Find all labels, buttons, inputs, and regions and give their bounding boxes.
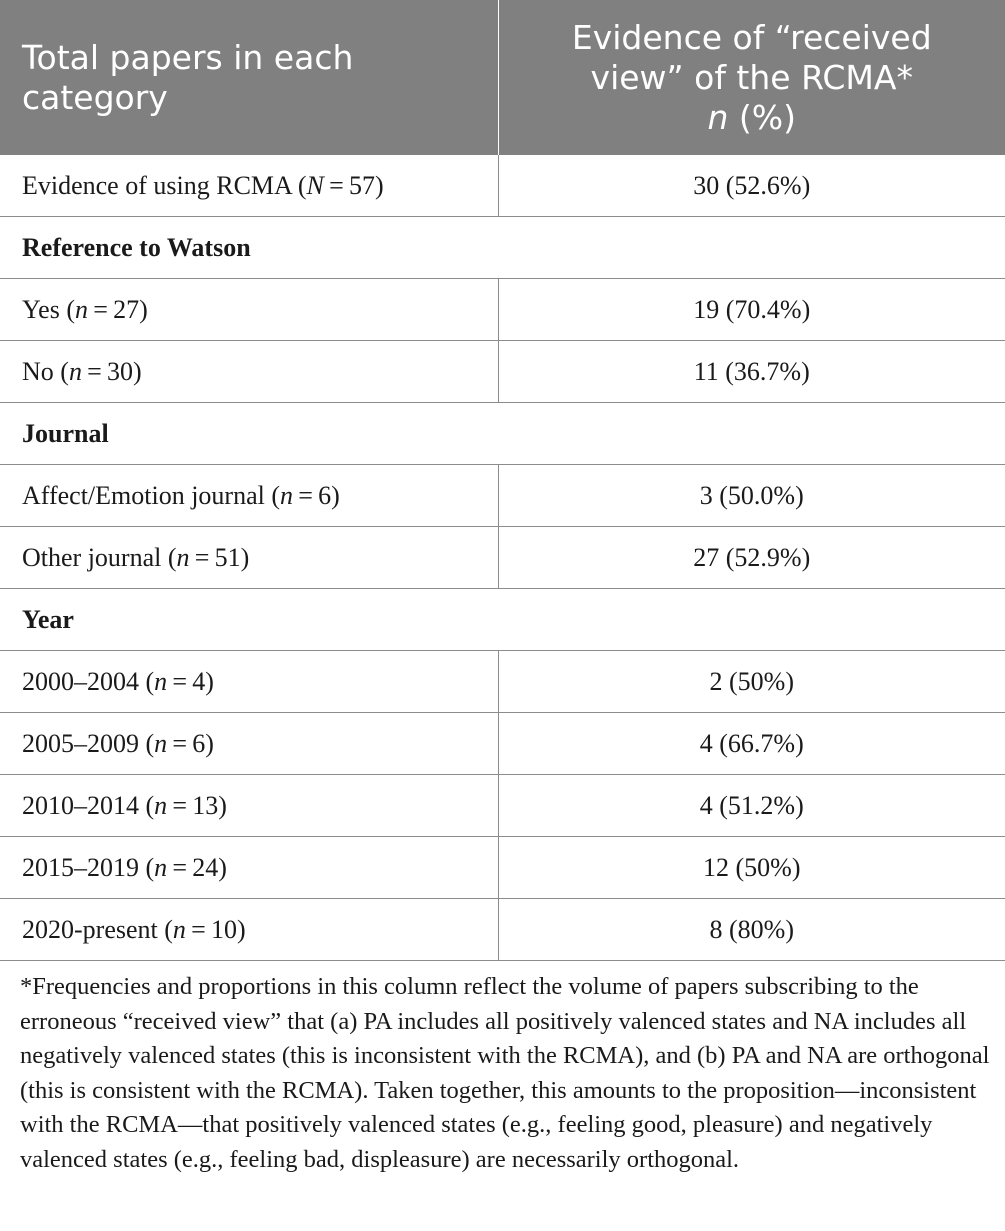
- row-category-text: No (: [22, 356, 69, 386]
- section-row: [0, 589, 1005, 651]
- table-row: [0, 155, 1005, 217]
- header-n-italic: n: [707, 97, 729, 137]
- row-evidence-value: 11 (36.7%): [498, 341, 1005, 403]
- row-category-text: 2000–2004 (: [22, 666, 155, 696]
- header-evidence-line2: [499, 98, 1005, 138]
- row-category-text: 2010–2014 (: [22, 790, 155, 820]
- row-category: [0, 465, 498, 527]
- row-sample-size: = 6): [293, 480, 340, 510]
- row-category: [0, 775, 498, 837]
- row-category-text: 2005–2009 (: [22, 728, 155, 758]
- row-category-text: Evidence of using RCMA (: [22, 170, 307, 200]
- row-evidence-value: 12 (50%): [498, 837, 1005, 899]
- row-evidence-value: 4 (66.7%): [498, 713, 1005, 775]
- row-category: [0, 899, 498, 961]
- table-row: [0, 279, 1005, 341]
- table-row: [0, 527, 1005, 589]
- row-sample-size: = 57): [323, 170, 384, 200]
- row-sample-var: n: [68, 356, 82, 386]
- section-label: Reference to Watson: [0, 217, 1005, 279]
- row-category-text: 2020-present (: [22, 914, 173, 944]
- row-category: [0, 341, 498, 403]
- header-percent: (%): [728, 97, 797, 137]
- section-label: Year: [0, 589, 1005, 651]
- table-row: [0, 775, 1005, 837]
- table-header: [0, 0, 1005, 155]
- row-evidence-value: 4 (51.2%): [498, 775, 1005, 837]
- table-row: [0, 465, 1005, 527]
- row-sample-size: = 24): [167, 852, 227, 882]
- header-evidence-received-view: [498, 0, 1005, 155]
- row-sample-size: = 10): [185, 914, 246, 944]
- table-row: [0, 341, 1005, 403]
- row-sample-var: n: [172, 914, 186, 944]
- section-label: Journal: [0, 403, 1005, 465]
- row-category: [0, 155, 498, 217]
- row-sample-size: = 30): [81, 356, 142, 386]
- table-row: [0, 899, 1005, 961]
- row-category-text: Other journal (: [22, 542, 177, 572]
- row-category: [0, 651, 498, 713]
- row-sample-var: n: [154, 728, 168, 758]
- row-sample-size: = 6): [167, 728, 214, 758]
- row-sample-size: = 13): [167, 790, 227, 820]
- row-sample-var: n: [75, 294, 88, 324]
- row-sample-var: n: [154, 790, 168, 820]
- row-category: [0, 713, 498, 775]
- row-category-text: Yes (: [22, 294, 75, 324]
- table-row: [0, 713, 1005, 775]
- section-row: [0, 403, 1005, 465]
- row-sample-size: = 27): [88, 294, 148, 324]
- header-total-papers-text: Total papers in each category: [22, 37, 354, 117]
- row-evidence-value: 30 (52.6%): [498, 155, 1005, 217]
- row-sample-size: = 51): [189, 542, 250, 572]
- row-evidence-value: 8 (80%): [498, 899, 1005, 961]
- header-row: [0, 0, 1005, 155]
- row-sample-var: N: [306, 170, 324, 200]
- header-evidence-line1: Evidence of “received view” of the RCMA*: [571, 17, 932, 97]
- row-evidence-value: 27 (52.9%): [498, 527, 1005, 589]
- row-sample-var: n: [154, 852, 168, 882]
- row-evidence-value: 19 (70.4%): [498, 279, 1005, 341]
- table-row: [0, 837, 1005, 899]
- table-row: [0, 651, 1005, 713]
- row-sample-size: = 4): [167, 666, 214, 696]
- row-evidence-value: 3 (50.0%): [498, 465, 1005, 527]
- section-row: [0, 217, 1005, 279]
- row-category: [0, 279, 498, 341]
- row-category: [0, 527, 498, 589]
- row-sample-var: n: [280, 480, 294, 510]
- row-sample-var: n: [176, 542, 190, 572]
- row-category-text: 2015–2019 (: [22, 852, 155, 882]
- table-footnote: *Frequencies and proportions in this column reflect the volume of papers subscribing to the erroneous “received view” that (a) PA includes all positively valenced states and NA includes all negatively valenced states (this is inconsistent with the RCMA), and (b) PA and NA are orthogonal (this is consistent with the RCMA). Taken together, this amounts to the proposition—inconsistent with the RCMA—that positively valenced states (e.g., feeling good, pleasure) and negatively valenced states (e.g., feeling bad, displeasure) are necessarily orthogonal.: [20, 973, 990, 1173]
- row-category-text: Affect/Emotion journal (: [22, 480, 281, 510]
- row-category: [0, 837, 498, 899]
- header-total-papers: [0, 0, 498, 155]
- row-evidence-value: 2 (50%): [498, 651, 1005, 713]
- table-body: [0, 155, 1005, 961]
- row-sample-var: n: [154, 666, 168, 696]
